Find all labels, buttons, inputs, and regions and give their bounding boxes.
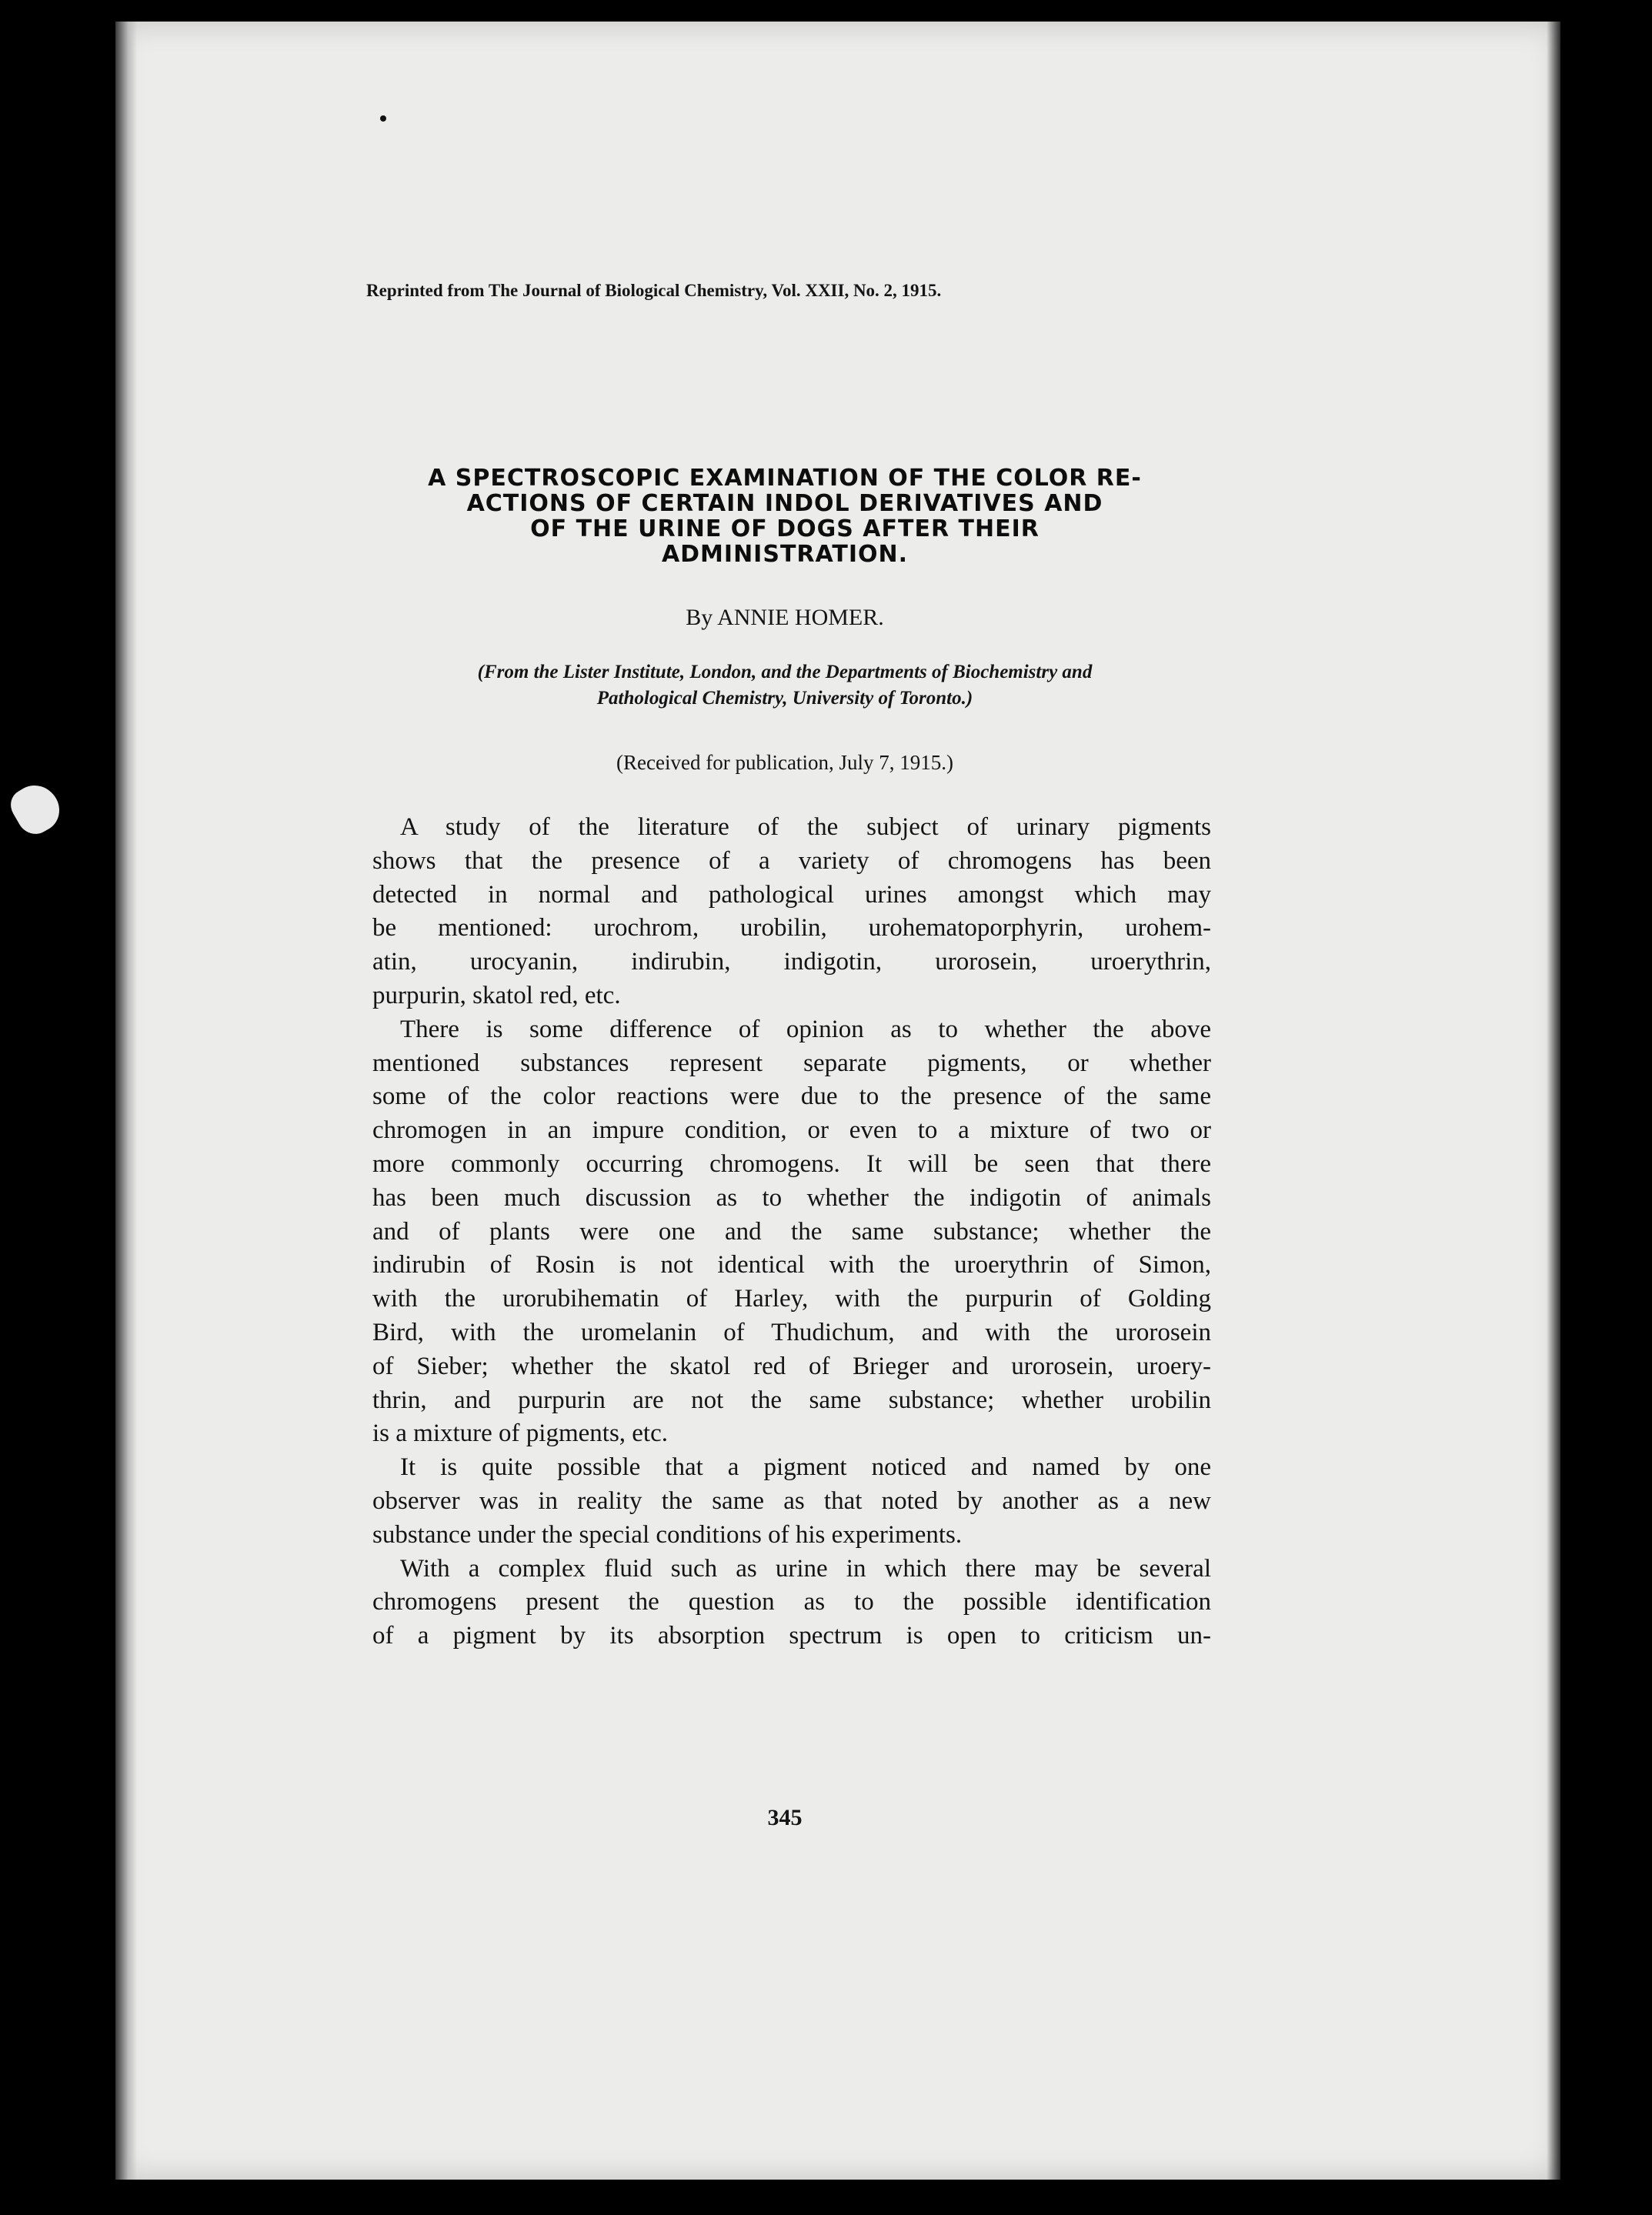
body-line: with the urorubihematin of Harley, with the purpurin of Golding (372, 1285, 1211, 1313)
title-line: OF THE URINE OF DOGS AFTER THEIR (530, 515, 1040, 542)
body-line: observer was in reality the same as that noted by another as a new (372, 1486, 1211, 1515)
body-line: substance under the special conditions of his experiments. (372, 1520, 963, 1549)
body-line: purpurin, skatol red, etc. (372, 981, 621, 1009)
body-line: more commonly occurring chromogens. It will be seen that there (372, 1149, 1211, 1178)
body-line: Bird, with the uromelanin of Thudichum, and with the urorosein (372, 1318, 1211, 1346)
body-line: be mentioned: urochrom, urobilin, urohematoporphyrin, urohem- (372, 914, 1211, 942)
article-title (362, 465, 1208, 567)
body-line: some of the color reactions were due to the presence of the same (372, 1082, 1211, 1111)
body-line: is a mixture of pigments, etc. (372, 1419, 668, 1448)
title-line: ACTIONS OF CERTAIN INDOL DERIVATIVES AND (466, 490, 1103, 517)
body-line: of Sieber; whether the skatol red of Brieger and urorosein, uroery- (372, 1352, 1211, 1380)
body-line: It is quite possible that a pigment noticed and named by one (400, 1453, 1211, 1482)
title-line: ADMINISTRATION. (661, 541, 909, 568)
article-body (372, 811, 1211, 1653)
affiliation-line: (From the Lister Institute, London, and the Departments of Biochemistry and (477, 662, 1093, 682)
body-line: detected in normal and pathological urines amongst which may (372, 880, 1211, 909)
body-line: chromogens present the question as to the possible identification (372, 1588, 1211, 1616)
body-line: shows that the presence of a variety of chromogens has been (372, 846, 1211, 875)
body-line: indirubin of Rosin is not identical with the uroerythrin of Simon, (372, 1251, 1211, 1279)
body-line: With a complex fluid such as urine in which there may be several (400, 1554, 1211, 1583)
author-affiliation (362, 659, 1208, 712)
article-author: By ANNIE HOMER. (686, 605, 884, 630)
body-line: A study of the literature of the subject of urinary pigments (400, 813, 1211, 841)
body-line: mentioned substances represent separate pigments, or whether (372, 1049, 1211, 1077)
body-line: atin, urocyanin, indirubin, indigotin, urorosein, uroerythrin, (372, 948, 1211, 976)
body-line: and of plants were one and the same substance; whether the (372, 1217, 1211, 1246)
body-line: thrin, and purpurin are not the same substance; whether urobilin (372, 1386, 1211, 1414)
page-number: 345 (767, 1805, 803, 1830)
affiliation-line: Pathological Chemistry, University of Toronto.) (596, 688, 973, 709)
reprint-notice: Reprinted from The Journal of Biological Chemistry, Vol. XXII, No. 2, 1915. (366, 281, 942, 300)
body-line: There is some difference of opinion as to whether the above (400, 1015, 1211, 1043)
title-line: A SPECTROSCOPIC EXAMINATION OF THE COLOR RE- (428, 465, 1142, 492)
body-line: has been much discussion as to whether the indigotin of animals (372, 1183, 1211, 1212)
body-line: chromogen in an impure condition, or even to a mixture of two or (372, 1116, 1211, 1145)
body-line: of a pigment by its absorption spectrum is open to criticism un- (372, 1622, 1211, 1650)
ink-speck (380, 115, 386, 122)
margin-speck (5, 777, 67, 841)
received-date: (Received for publication, July 7, 1915.) (616, 751, 953, 774)
